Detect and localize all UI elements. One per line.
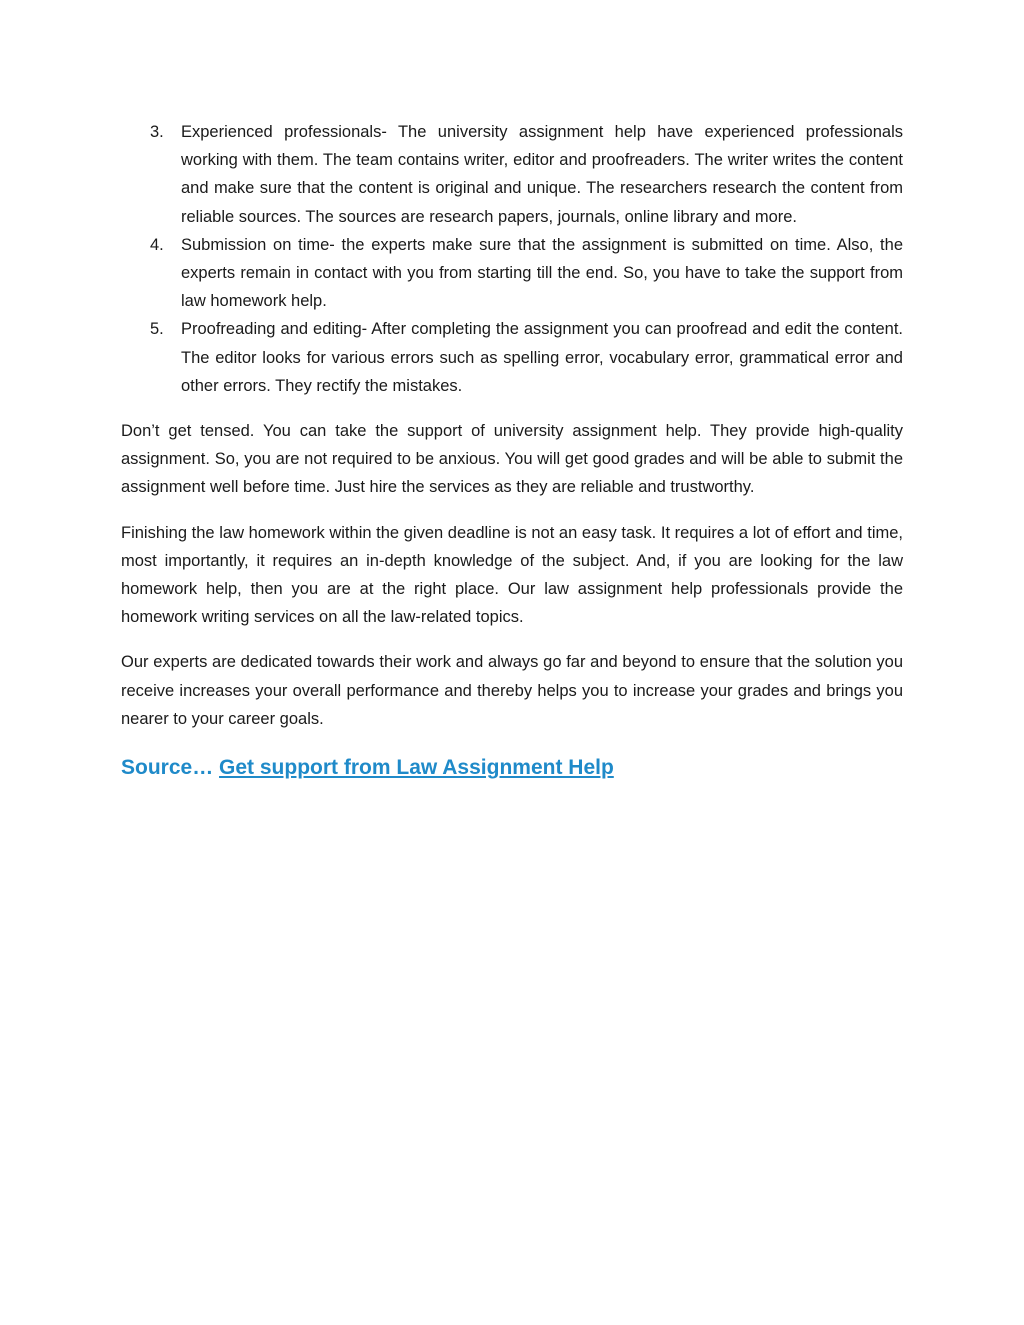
list-text: Submission on time- the experts make sure that the assignment is submitted on time. Also, the experts remain in contact with you from starting till the end. So, you have to take the support from law homework help. xyxy=(181,235,903,311)
paragraph-experts: Our experts are dedicated towards their work and always go far and beyond to ensure that the solution you receive increases your overall performance and thereby helps you to increase your grades and brings you nearer to your career goals. xyxy=(121,653,903,728)
paragraph-reassurance: Don’t get tensed. You can take the support of university assignment help. They provide high-quality assignment. So, you are not required to be anxious. You will get good grades and will be able to submit the assignment well before time. Just hire the services as they are reliable and trustworthy. xyxy=(121,422,903,497)
list-number: 3. xyxy=(150,123,164,141)
list-item xyxy=(121,231,903,316)
list-item xyxy=(121,315,903,400)
list-text: Experienced professionals- The university assignment help have experienced professionals working with them. The team contains writer, editor and proofreaders. The writer writes the content and make sure that the content is original and unique. The researchers research the content from reliable sources. The sources are research papers, journals, online library and more. xyxy=(181,123,903,226)
list-item xyxy=(121,118,903,231)
document-page xyxy=(121,118,903,783)
list-number: 5. xyxy=(150,320,164,339)
source-line xyxy=(121,753,903,783)
source-label: Source… xyxy=(121,756,220,780)
source-link[interactable]: Get support from Law Assignment Help xyxy=(219,756,614,780)
numbered-list xyxy=(121,118,903,400)
list-number: 4. xyxy=(150,235,164,254)
paragraph-law-homework: Finishing the law homework within the given deadline is not an easy task. It requires a lot of effort and time, most importantly, it requires an in-depth knowledge of the subject. And, if you are looking for the law homework help, then you are at the right place. Our law assignment help professionals provide the homework writing services on all the law-related topics. xyxy=(121,523,903,627)
list-text: Proofreading and editing- After completing the assignment you can proofread and edit the content. The editor looks for various errors such as spelling error, vocabulary error, grammatical error and other errors. They rectify the mistakes. xyxy=(181,320,903,395)
